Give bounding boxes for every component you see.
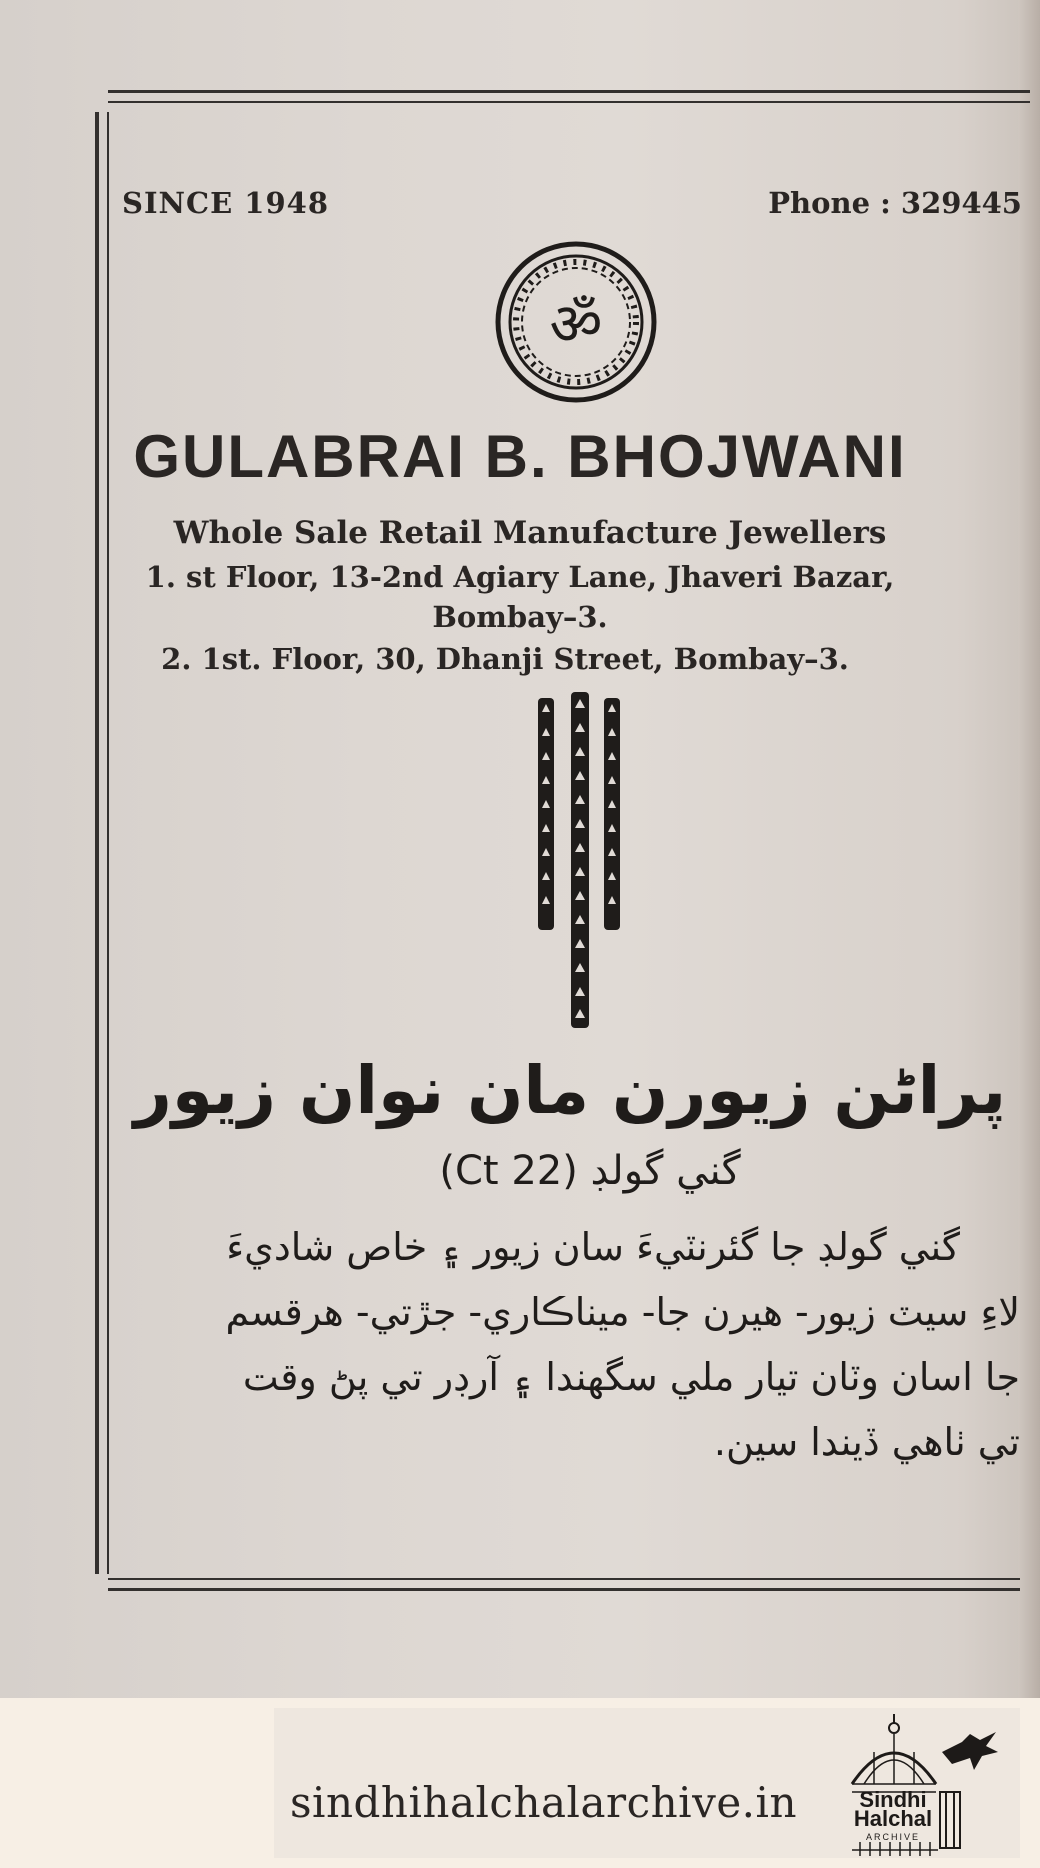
since-year: SINCE 1948 [122,186,330,220]
jewellery-chains-icon [534,692,624,1028]
sindhi-body-line-3: جا اسان وٽان تيار ملي سگهندا ۽ آرڊر تي پڻ وقت [242,1355,1020,1399]
address-1-line-2: Bombay–3. [432,600,608,634]
address-1-line-1: 1. st Floor, 13-2nd Agiary Lane, Jhaveri Bazar, [145,560,895,594]
svg-text:ॐ: ॐ [549,290,603,358]
sindhi-body-line-1: گني گولڊ جا گئرنٽيءَ سان زيور ۽ خاص شاديءَ [226,1225,960,1269]
top-border-rule [108,90,1030,103]
website-link[interactable]: sindhihalchalarchive.in [290,1778,798,1827]
om-symbol-icon [494,240,658,404]
sindhi-heading: پراڻن زيورن مان نوان زيور [133,1052,1007,1129]
business-tagline: Whole Sale Retail Manufacture Jewellers [173,515,887,551]
business-name: GULABRAI B. BHOJWANI [133,423,907,490]
sindhi-subheading: گني گولڊ (22 Ct) [439,1148,741,1194]
address-2: 2. 1st. Floor, 30, Dhanji Street, Bombay–3. [161,642,849,676]
bottom-border-rule [108,1578,1020,1591]
left-border-rule [95,112,109,1574]
sindhi-body-line-4: تي ٺاهي ڏيندا سين. [713,1420,1020,1464]
logo-subtitle: ARCHIVE [865,1832,920,1842]
page-binding-edge [1018,0,1040,1698]
logo-title: Sindhi Halchal [853,1787,933,1831]
phone-number: Phone : 329445 [768,186,1022,220]
sindhi-body-line-2: لاءِ سيٽ زيور- هيرن جا- ميناڪاري- جڙتي- هرقسم [225,1290,1020,1334]
